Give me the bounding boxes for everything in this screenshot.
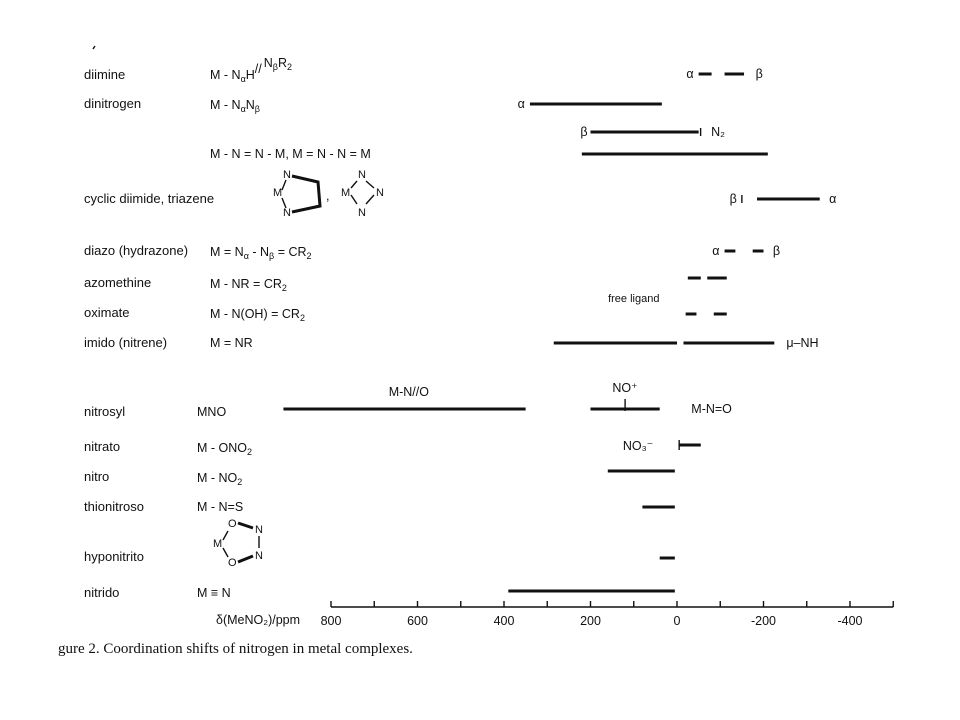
svg-text:N: N <box>358 207 366 219</box>
svg-text:N: N <box>283 169 291 181</box>
svg-text:M: M <box>341 187 351 199</box>
cyclic-diimide-structure-icon <box>273 169 320 219</box>
range-annotation: α <box>712 244 720 258</box>
formula-azomethine: M - NR = $CR_2$ <box>210 277 287 293</box>
category-label: nitrato <box>84 439 121 454</box>
svg-text:O: O <box>228 518 237 530</box>
hyponitrito-structure-icon <box>213 518 263 569</box>
range-annotation: NO₃⁻ <box>622 439 654 453</box>
formula-thionitroso: M - N=S <box>197 500 244 514</box>
x-axis-label: δ(MeNO₂)/ppm <box>216 613 301 627</box>
x-tick-label: -400 <box>837 614 863 628</box>
x-tick-label: 800 <box>320 614 342 628</box>
range-annotation: α <box>517 97 525 111</box>
range-annotation: β <box>772 244 781 258</box>
formula-nitrido: M ≡ N <box>197 586 231 600</box>
formula-oximate: $M - N(OH) = CR_2$ <box>210 307 305 323</box>
range-annotation: α <box>686 67 694 81</box>
range-annotation: NO⁺ <box>612 381 638 395</box>
range-annotation: β <box>580 125 588 139</box>
formula-nitrato: M - $ONO_2$ <box>197 441 253 457</box>
category-label: nitrido <box>84 585 120 600</box>
formula-nitrosyl: MNO <box>197 405 227 419</box>
svg-text:M: M <box>213 538 223 550</box>
x-tick-label: 400 <box>493 614 515 628</box>
category-label: azomethine <box>84 275 152 290</box>
category-label: oximate <box>84 305 130 320</box>
category-label: thionitroso <box>84 499 144 514</box>
formula-nitro: M - $NO_2$ <box>197 471 243 487</box>
svg-text:N: N <box>283 207 291 219</box>
category-label: diimine <box>84 67 126 82</box>
formula-azo: M - N = N - M, M = N - N = M <box>210 147 371 161</box>
svg-text:N: N <box>255 550 263 562</box>
range-annotation: M-N//O <box>388 385 429 399</box>
category-label: imido (nitrene) <box>84 335 168 350</box>
triazene-structure-icon <box>341 169 384 219</box>
range-annotation: β <box>729 192 737 206</box>
stray-mark <box>93 46 95 49</box>
category-label: cyclic diimide, triazene <box>84 191 215 206</box>
svg-text:M: M <box>273 187 283 199</box>
category-label: nitrosyl <box>84 404 126 419</box>
range-annotation: μ–NH <box>786 336 819 350</box>
annotations <box>389 67 837 453</box>
x-tick-label: 0 <box>673 614 681 628</box>
formula-dinitrogen: M - $N_\alpha N_\beta$ <box>210 98 260 114</box>
x-axis <box>321 601 894 628</box>
category-label: dinitrogen <box>84 96 142 111</box>
range-annotation: M-N=O <box>691 402 732 416</box>
figure-caption: gure 2. Coordination shifts of nitrogen in metal complexes. <box>58 641 413 657</box>
svg-text:O: O <box>228 557 237 569</box>
category-label: nitro <box>84 469 110 484</box>
formula-diimine: M - $N_\alpha H//$ $N_\beta R_2$ <box>210 56 293 84</box>
range-annotation: β <box>755 67 763 81</box>
range-annotation: α <box>829 192 837 206</box>
structure-separator: , <box>326 189 330 203</box>
formula-imido: M = NR <box>210 336 253 350</box>
svg-text:N: N <box>255 524 263 536</box>
range-annotation: free ligand <box>608 293 660 305</box>
x-tick-label: 200 <box>580 614 601 628</box>
category-label: hyponitrito <box>84 549 144 564</box>
svg-text:N: N <box>358 169 366 181</box>
range-annotation: N₂ <box>711 125 726 139</box>
x-tick-label: -200 <box>750 614 777 628</box>
category-label: diazo (hydrazone) <box>84 243 189 258</box>
x-tick-label: 600 <box>407 614 428 628</box>
formula-diazo: $M = N_\alpha - N_\beta = CR_2$ <box>210 245 312 261</box>
svg-text:N: N <box>376 187 384 199</box>
